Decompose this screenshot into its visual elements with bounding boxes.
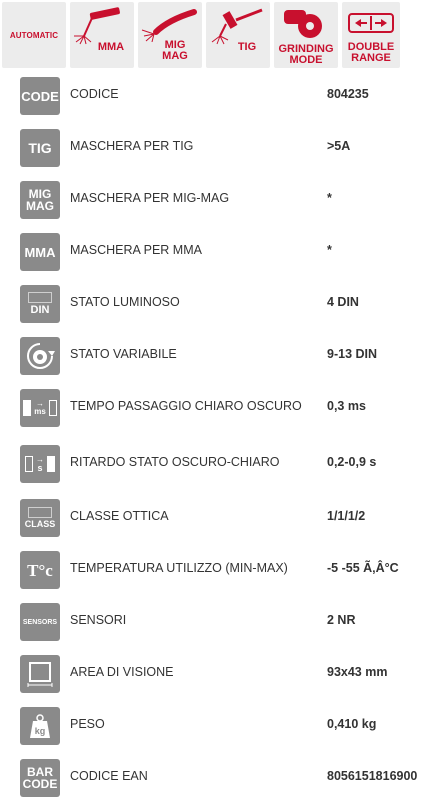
- spec-row-optical-class: [0, 492, 430, 544]
- switch-time-icon: → ms: [20, 389, 60, 427]
- spec-value: 804235: [327, 87, 369, 101]
- spec-label: RITARDO STATO OSCURO-CHIARO: [70, 455, 280, 469]
- tig-torch-icon: [206, 6, 270, 46]
- code-icon: CODE: [20, 77, 60, 115]
- double-range-icon: [342, 8, 400, 44]
- weight-icon: kg: [20, 707, 60, 745]
- barcode-icon: BAR CODE: [20, 759, 60, 797]
- spec-value: >5A: [327, 139, 351, 153]
- mode-mig-mag-tile: [138, 2, 202, 68]
- delay-icon: → s: [20, 445, 60, 483]
- spec-row-mig-mag-mask: [0, 174, 430, 226]
- mode-mig-label: MIG: [164, 39, 186, 51]
- mode-automatic-label: AUTOMATIC: [9, 31, 59, 40]
- spec-label: TEMPO PASSAGGIO CHIARO OSCURO: [70, 399, 302, 413]
- mode-automatic-tile: [2, 2, 66, 68]
- mode-grinding-mode-label: MODE: [289, 54, 323, 66]
- spec-row-delay: [0, 438, 430, 490]
- mode-mma-label: MMA: [97, 41, 125, 53]
- spec-value: 0,3 ms: [327, 399, 366, 413]
- spec-label: AREA DI VISIONE: [70, 665, 174, 679]
- spec-label: STATO LUMINOSO: [70, 295, 180, 309]
- class-icon: CLASS: [20, 499, 60, 537]
- viewing-area-icon: [20, 655, 60, 693]
- spec-row-tig-mask: [0, 122, 430, 174]
- spec-value: 93x43 mm: [327, 665, 388, 679]
- spec-value: 4 DIN: [327, 295, 359, 309]
- din-icon: DIN: [20, 285, 60, 323]
- temperature-icon: T°c: [20, 551, 60, 589]
- sensors-icon: SENSORS: [20, 603, 60, 641]
- spec-label: PESO: [70, 717, 105, 731]
- spec-row-temperature: [0, 544, 430, 596]
- spec-label: MASCHERA PER TIG: [70, 139, 194, 153]
- spec-label: TEMPERATURA UTILIZZO (MIN-MAX): [70, 561, 288, 575]
- mode-range-label: RANGE: [351, 52, 391, 64]
- mig-mag-icon: MIG MAG: [20, 181, 60, 219]
- spec-value: 0,410 kg: [327, 717, 377, 731]
- mode-double-range-tile: [342, 2, 400, 68]
- mode-mag-label: MAG: [162, 50, 188, 62]
- mma-icon: MMA: [20, 233, 60, 271]
- mode-grinding-tile: [274, 2, 338, 68]
- tig-icon: TIG: [20, 129, 60, 167]
- spec-value: 0,2-0,9 s: [327, 455, 377, 469]
- spec-row-sensors: [0, 596, 430, 648]
- spec-row-viewing-area: [0, 648, 430, 700]
- spec-label: CODICE EAN: [70, 769, 148, 783]
- spec-row-mma-mask: [0, 226, 430, 278]
- variable-dial-icon: [20, 337, 60, 375]
- spec-row-ean: [0, 752, 430, 804]
- spec-row-code: [0, 70, 430, 122]
- spec-row-variable-state: [0, 330, 430, 382]
- spec-label: STATO VARIABILE: [70, 347, 177, 361]
- spec-value: *: [327, 191, 332, 205]
- spec-value: 9-13 DIN: [327, 347, 378, 361]
- mode-tig-tile: [206, 2, 270, 68]
- mode-mma-tile: [70, 2, 134, 68]
- mode-grinding-label: GRINDING: [278, 43, 334, 55]
- mig-torch-icon: [138, 6, 202, 42]
- spec-label: CLASSE OTTICA: [70, 509, 169, 523]
- spec-value: 2 NR: [327, 613, 356, 627]
- spec-row-weight: [0, 700, 430, 752]
- spec-value: 8056151816900: [327, 769, 418, 783]
- spec-label: SENSORI: [70, 613, 127, 627]
- grinder-icon: [274, 4, 338, 44]
- spec-row-light-state: [0, 278, 430, 330]
- spec-value: *: [327, 243, 332, 257]
- welding-mode-strip: [0, 0, 430, 70]
- spec-value: -5 -55 Ã‚Â°C: [327, 561, 399, 575]
- spec-label: MASCHERA PER MIG-MAG: [70, 191, 230, 205]
- spec-value: 1/1/1/2: [327, 509, 366, 523]
- mode-tig-label: TIG: [237, 41, 257, 53]
- spec-label: CODICE: [70, 87, 119, 101]
- spec-row-switch-time: [0, 382, 430, 434]
- mma-electrode-icon: [70, 6, 134, 46]
- mode-double-label: DOUBLE: [347, 41, 395, 53]
- spec-label: MASCHERA PER MMA: [70, 243, 202, 257]
